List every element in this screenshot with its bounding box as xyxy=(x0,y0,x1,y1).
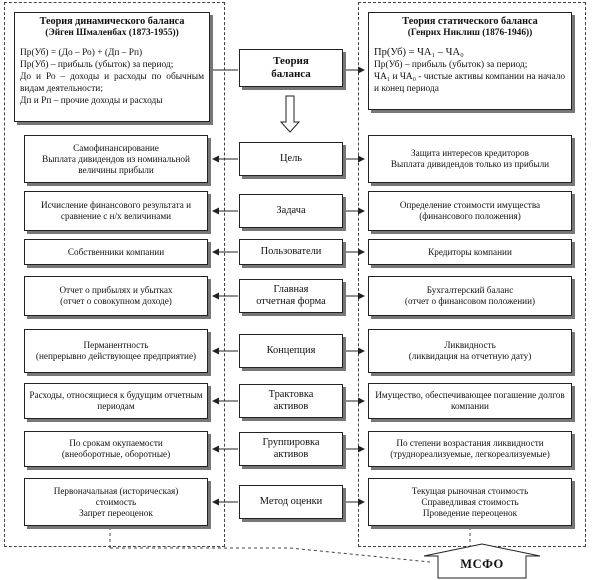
criterion-goal-box-text: Цель xyxy=(279,153,303,164)
left-concept-box xyxy=(24,329,208,373)
left-goal-box xyxy=(24,135,208,183)
right-concept-box-text: Ликвидность (ликвидация на отчетную дату) xyxy=(408,340,532,361)
right-concept-box xyxy=(368,329,572,373)
dynamic-theory-box xyxy=(14,12,210,122)
criterion-users-box xyxy=(239,239,343,265)
dynamic-theory-author: (Эйген Шмаленбах (1873-1955)) xyxy=(45,28,179,38)
right-main-report-box-text: Бухгалтерский баланс (отчет о финансовом положении) xyxy=(404,285,536,306)
criterion-asset-treatment-box xyxy=(239,384,343,418)
left-users-box-text: Собственники компании xyxy=(67,246,165,257)
criterion-task-box-text: Задача xyxy=(276,205,306,216)
right-users-box xyxy=(368,239,572,265)
down-block-arrow xyxy=(281,96,299,132)
left-asset-grouping-box xyxy=(24,431,208,467)
criterion-goal-box xyxy=(239,142,343,176)
dynamic-line-3: Дп и Рп – прочие доходы и расходы xyxy=(20,96,163,106)
criterion-valuation-method-box-text: Метод оценки xyxy=(259,496,323,507)
criterion-users-box-text: Пользователи xyxy=(260,246,322,257)
criterion-asset-treatment-box-text: Трактовка активов xyxy=(268,389,314,412)
theory-of-balance-title xyxy=(239,49,343,87)
right-task-box-text: Определение стоимости имущества (финансового положения) xyxy=(399,200,541,221)
static-line-1: Пр(Уб) – прибыль (убыток) за период; xyxy=(374,60,528,70)
left-asset-grouping-box-text: По срокам окупаемости (внеоборотные, оборотные) xyxy=(61,438,171,459)
center-title-text: Теория баланса xyxy=(271,55,311,80)
left-valuation-method-box xyxy=(24,478,208,526)
msfo-label: МСФО xyxy=(460,556,504,571)
criterion-valuation-method-box xyxy=(239,485,343,519)
static-theory-box xyxy=(368,12,572,110)
left-concept-box-text: Перманентность (непрерывно действующее предприятие) xyxy=(35,340,197,361)
left-main-report-box xyxy=(24,276,208,316)
left-asset-treatment-box-text: Расходы, относящиеся к будущим отчетным периодам xyxy=(29,390,203,411)
left-users-box xyxy=(24,239,208,265)
static-line-2: ЧА₁ и ЧА₀ - чистые активы компании на начало и конец периода xyxy=(374,72,566,94)
right-task-box xyxy=(368,191,572,231)
left-task-box xyxy=(24,191,208,231)
left-goal-box-text: Самофинансирование Выплата дивидендов из номинальной величины прибыли xyxy=(42,142,190,175)
criterion-task-box xyxy=(239,194,343,228)
right-asset-grouping-box xyxy=(368,431,572,467)
criterion-asset-grouping-box-text: Группировка активов xyxy=(262,437,320,460)
right-asset-treatment-box-text: Имущество, обеспечивающее погашение долгов компании xyxy=(375,390,565,411)
dynamic-line-1: Пр(Уб) – прибыль (убыток) за период; xyxy=(20,60,174,70)
right-users-box-text: Кредиторы компании xyxy=(428,246,512,257)
right-main-report-box xyxy=(368,276,572,316)
dynamic-formula: Пр(Уб) = (До – Ро) + (Дп – Рп) xyxy=(20,48,143,58)
right-asset-grouping-box-text: По степени возрастания ликвидности (труднореализуемые, легкореализуемые) xyxy=(390,438,550,459)
left-asset-treatment-box xyxy=(24,383,208,419)
right-goal-box xyxy=(368,135,572,183)
right-goal-box-text: Защита интересов кредиторов Выплата дивидендов только из прибыли xyxy=(390,148,550,169)
static-theory-title: Теория статического баланса xyxy=(402,16,538,27)
dynamic-theory-title: Теория динамического баланса xyxy=(39,16,185,27)
criterion-concept-box xyxy=(239,334,343,368)
right-valuation-method-box xyxy=(368,478,572,526)
static-theory-author: (Генрих Никлиш (1876-1946)) xyxy=(407,28,533,38)
criterion-concept-box-text: Концепция xyxy=(266,345,316,356)
left-valuation-method-box-text: Первоначальная (историческая) стоимость Запрет переоценок xyxy=(53,485,179,518)
criterion-asset-grouping-box xyxy=(239,432,343,466)
left-main-report-box-text: Отчет о прибылях и убытках (отчет о совокупном доходе) xyxy=(59,285,173,306)
static-formula: Пр(Уб) = ЧА₁ – ЧА₀ xyxy=(374,47,464,58)
criterion-main-report-box-text: Главная отчетная форма xyxy=(256,284,326,307)
criterion-main-report-box xyxy=(239,279,343,313)
right-valuation-method-box-text: Текущая рыночная стоимость Справедливая стоимость Проведение переоценок xyxy=(411,485,529,518)
left-task-box-text: Исчисление финансового результата и сравнение с н/х величинами xyxy=(41,200,191,221)
dynamic-line-2: До и Ро – доходы и расходы по обычным видам деятельности; xyxy=(20,72,204,94)
right-asset-treatment-box xyxy=(368,383,572,419)
